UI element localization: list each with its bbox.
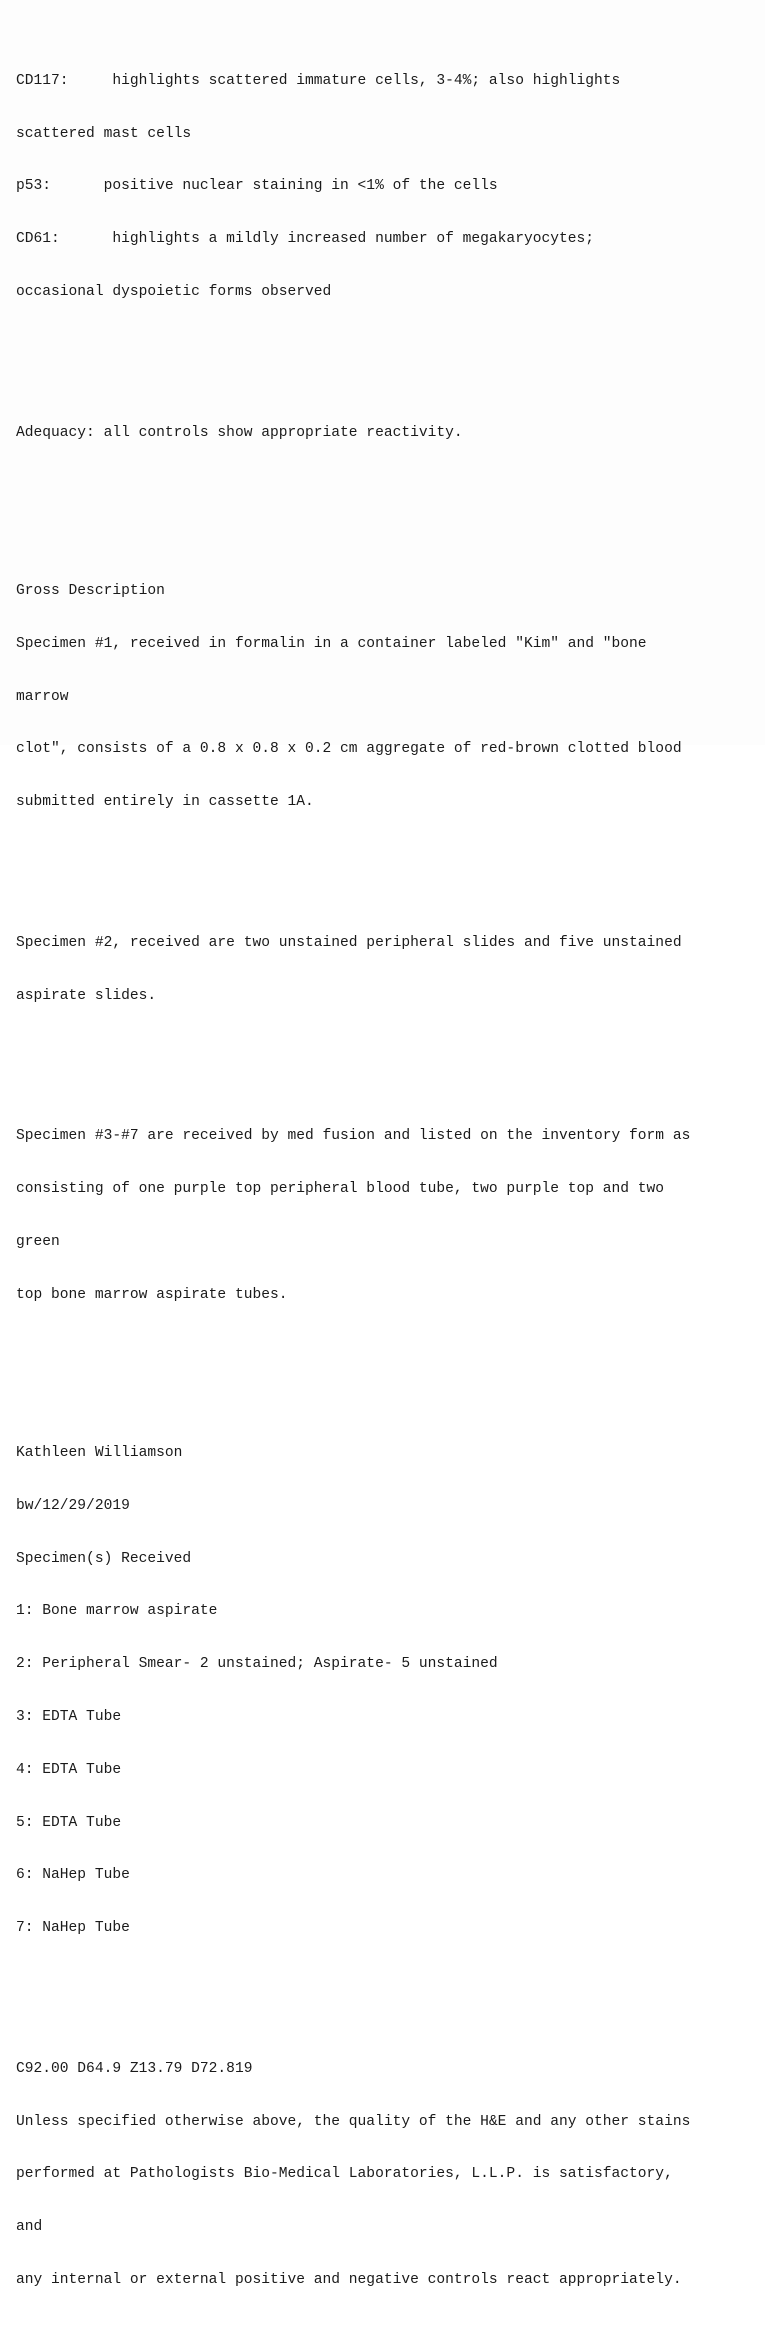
specimen-2-text: aspirate slides. <box>16 987 157 1004</box>
specimen-1-text: clot", consists of a 0.8 x 0.8 x 0.2 cm aggregate of red-brown clotted blood <box>16 741 682 758</box>
list-item: 5: EDTA Tube <box>16 1814 122 1831</box>
specimen-1-text: submitted entirely in cassette 1A. <box>16 794 314 811</box>
list-item: 4: EDTA Tube <box>16 1761 122 1778</box>
diagnosis-codes: C92.00 D64.9 Z13.79 D72.819 <box>16 2060 253 2077</box>
quality-disclaimer: performed at Pathologists Bio-Medical Laboratories, L.L.P. is satisfactory, <box>16 2166 673 2183</box>
specimen-1-text: marrow <box>16 688 69 705</box>
spacer <box>16 1991 756 2009</box>
quality-disclaimer: Unless specified otherwise above, the quality of the H&E and any other stains <box>16 2113 691 2130</box>
report-text <box>16 20 756 2342</box>
spacer <box>16 865 756 883</box>
spacer <box>16 1058 756 1076</box>
specimen-1-text: Specimen #1, received in formalin in a container labeled "Kim" and "bone <box>16 635 647 652</box>
specimen-3-7-text: Specimen #3-#7 are received by med fusion and listed on the inventory form as <box>16 1128 691 1145</box>
gross-description-heading: Gross Description <box>16 583 165 599</box>
quality-disclaimer: and <box>16 2219 43 2236</box>
specimens-received-heading: Specimen(s) Received <box>16 1550 192 1567</box>
quality-disclaimer: any internal or external positive and negative controls react appropriately. <box>16 2272 682 2288</box>
signer-initials-date: bw/12/29/2019 <box>16 1497 130 1514</box>
list-item: 6: NaHep Tube <box>16 1867 130 1884</box>
specimen-3-7-text: consisting of one purple top peripheral blood tube, two purple top and two <box>16 1181 665 1198</box>
adequacy-statement: Adequacy: all controls show appropriate reactivity. <box>16 424 463 441</box>
ihc-cd61-continuation: occasional dyspoietic forms observed <box>16 283 332 300</box>
list-item: 3: EDTA Tube <box>16 1709 122 1725</box>
specimen-3-7-text: top bone marrow aspirate tubes. <box>16 1286 288 1303</box>
list-item: 1: Bone marrow aspirate <box>16 1603 218 1620</box>
spacer <box>16 354 756 372</box>
specimen-2-text: Specimen #2, received are two unstained peripheral slides and five unstained <box>16 934 682 951</box>
signer-name: Kathleen Williamson <box>16 1445 183 1462</box>
ihc-p53-line: p53: positive nuclear staining in <1% of the cells <box>16 178 498 195</box>
ihc-cd117-continuation: scattered mast cells <box>16 125 192 142</box>
list-item: 2: Peripheral Smear- 2 unstained; Aspirate- 5 unstained <box>16 1656 498 1673</box>
specimen-3-7-text: green <box>16 1233 60 1250</box>
spacer <box>16 1357 756 1392</box>
list-item: 7: NaHep Tube <box>16 1920 130 1937</box>
ihc-cd61-line: CD61: highlights a mildly increased number of megakaryocytes; <box>16 231 595 248</box>
spacer <box>16 495 756 530</box>
ihc-cd117-line: CD117: highlights scattered immature cells, 3-4%; also highlights <box>16 72 621 89</box>
